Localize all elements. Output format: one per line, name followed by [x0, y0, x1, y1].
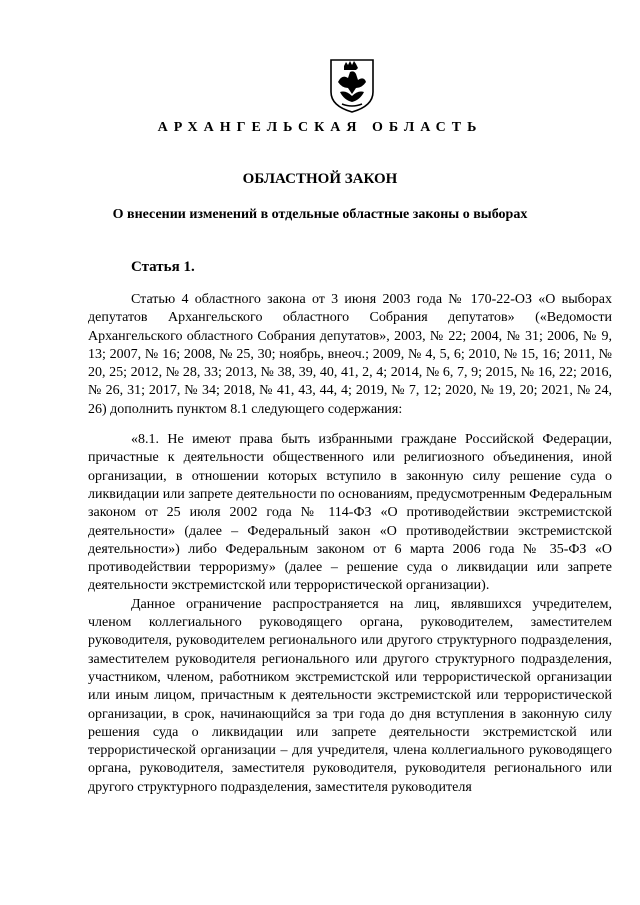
law-type: ОБЛАСТНОЙ ЗАКОН [242, 171, 398, 187]
law-title: О внесении изменений в отдельные областные законы о выборах [112, 207, 528, 222]
paragraph-clause-8-1: «8.1. Не имеют права быть избранными граждане Российской Федерации, причастные к деятельности общественного или религиозного объединения, иной организации, в отношении которых вступило в законную силу решение суда о ликвидации или запрете деятельности по основаниям, предусмотренным Федеральным законом от 25 июля 2002 года № 114-ФЗ «О противодействии экстремистской деятельности» (далее – Федеральный закон «О противодействии экстремистской деятельности») либо Федеральным законом от 6 марта 2006 года № 35-ФЗ «О противодействии терроризму» (далее – решение суда о ликвидации или запрете деятельности экстремистской или террористической организации). [88, 432, 612, 594]
article-body [88, 291, 612, 797]
region-name: АРХАНГЕЛЬСКАЯ ОБЛАСТЬ [157, 120, 483, 135]
paragraph-amendment: Статью 4 областного закона от 3 июня 2003 года № 170-22-ОЗ «О выборах депутатов Архангельского областного Собрания депутатов» («Ведомости Архангельского областного Собрания депутатов», 2003, № 22; 2004, № 31; 2006, № 9, 13; 2007, № 16; 2008, № 25, 30; ноябрь, внеоч.; 2009, № 4, 5, 6; 2010, № 15, 16; 2011, № 20, 25; 2012, № 28, 33; 2013, № 38, 39, 40, 41, 2, 4; 2014, № 6, 7, 9; 2015, № 16, 22; 2016, № 26, 31; 2017, № 34; 2018, № 41, 43, 44, 4; 2019, № 7, 12; 2020, № 19, 20; 2021, № 24, 26) дополнить пунктом 8.1 следующего содержания: [88, 292, 612, 417]
arkhangelsk-coat-of-arms-icon [328, 58, 376, 114]
article-heading: Статья 1. [131, 259, 195, 275]
paragraph-restriction: Данное ограничение распространяется на лиц, являвшихся учредителем, членом коллегиального руководящего органа, руководителем, заместителем руководителя, руководителем регионального или другого структурного подразделения, заместителем руководителя регионального или другого структурного подразделения, участником, членом, работником экстремистской или террористической организации или иным лицом, причастным к деятельности экстремистской или террористической организации, в срок, начинающийся за три года до дня вступления в законную силу решения суда о ликвидации или запрете деятельности экстремистской или террористической организации – для учредителя, члена коллегиального руководящего органа, руководителя, заместителя руководителя, руководителя регионального или другого структурного подразделения, заместителя руководителя [88, 596, 612, 795]
